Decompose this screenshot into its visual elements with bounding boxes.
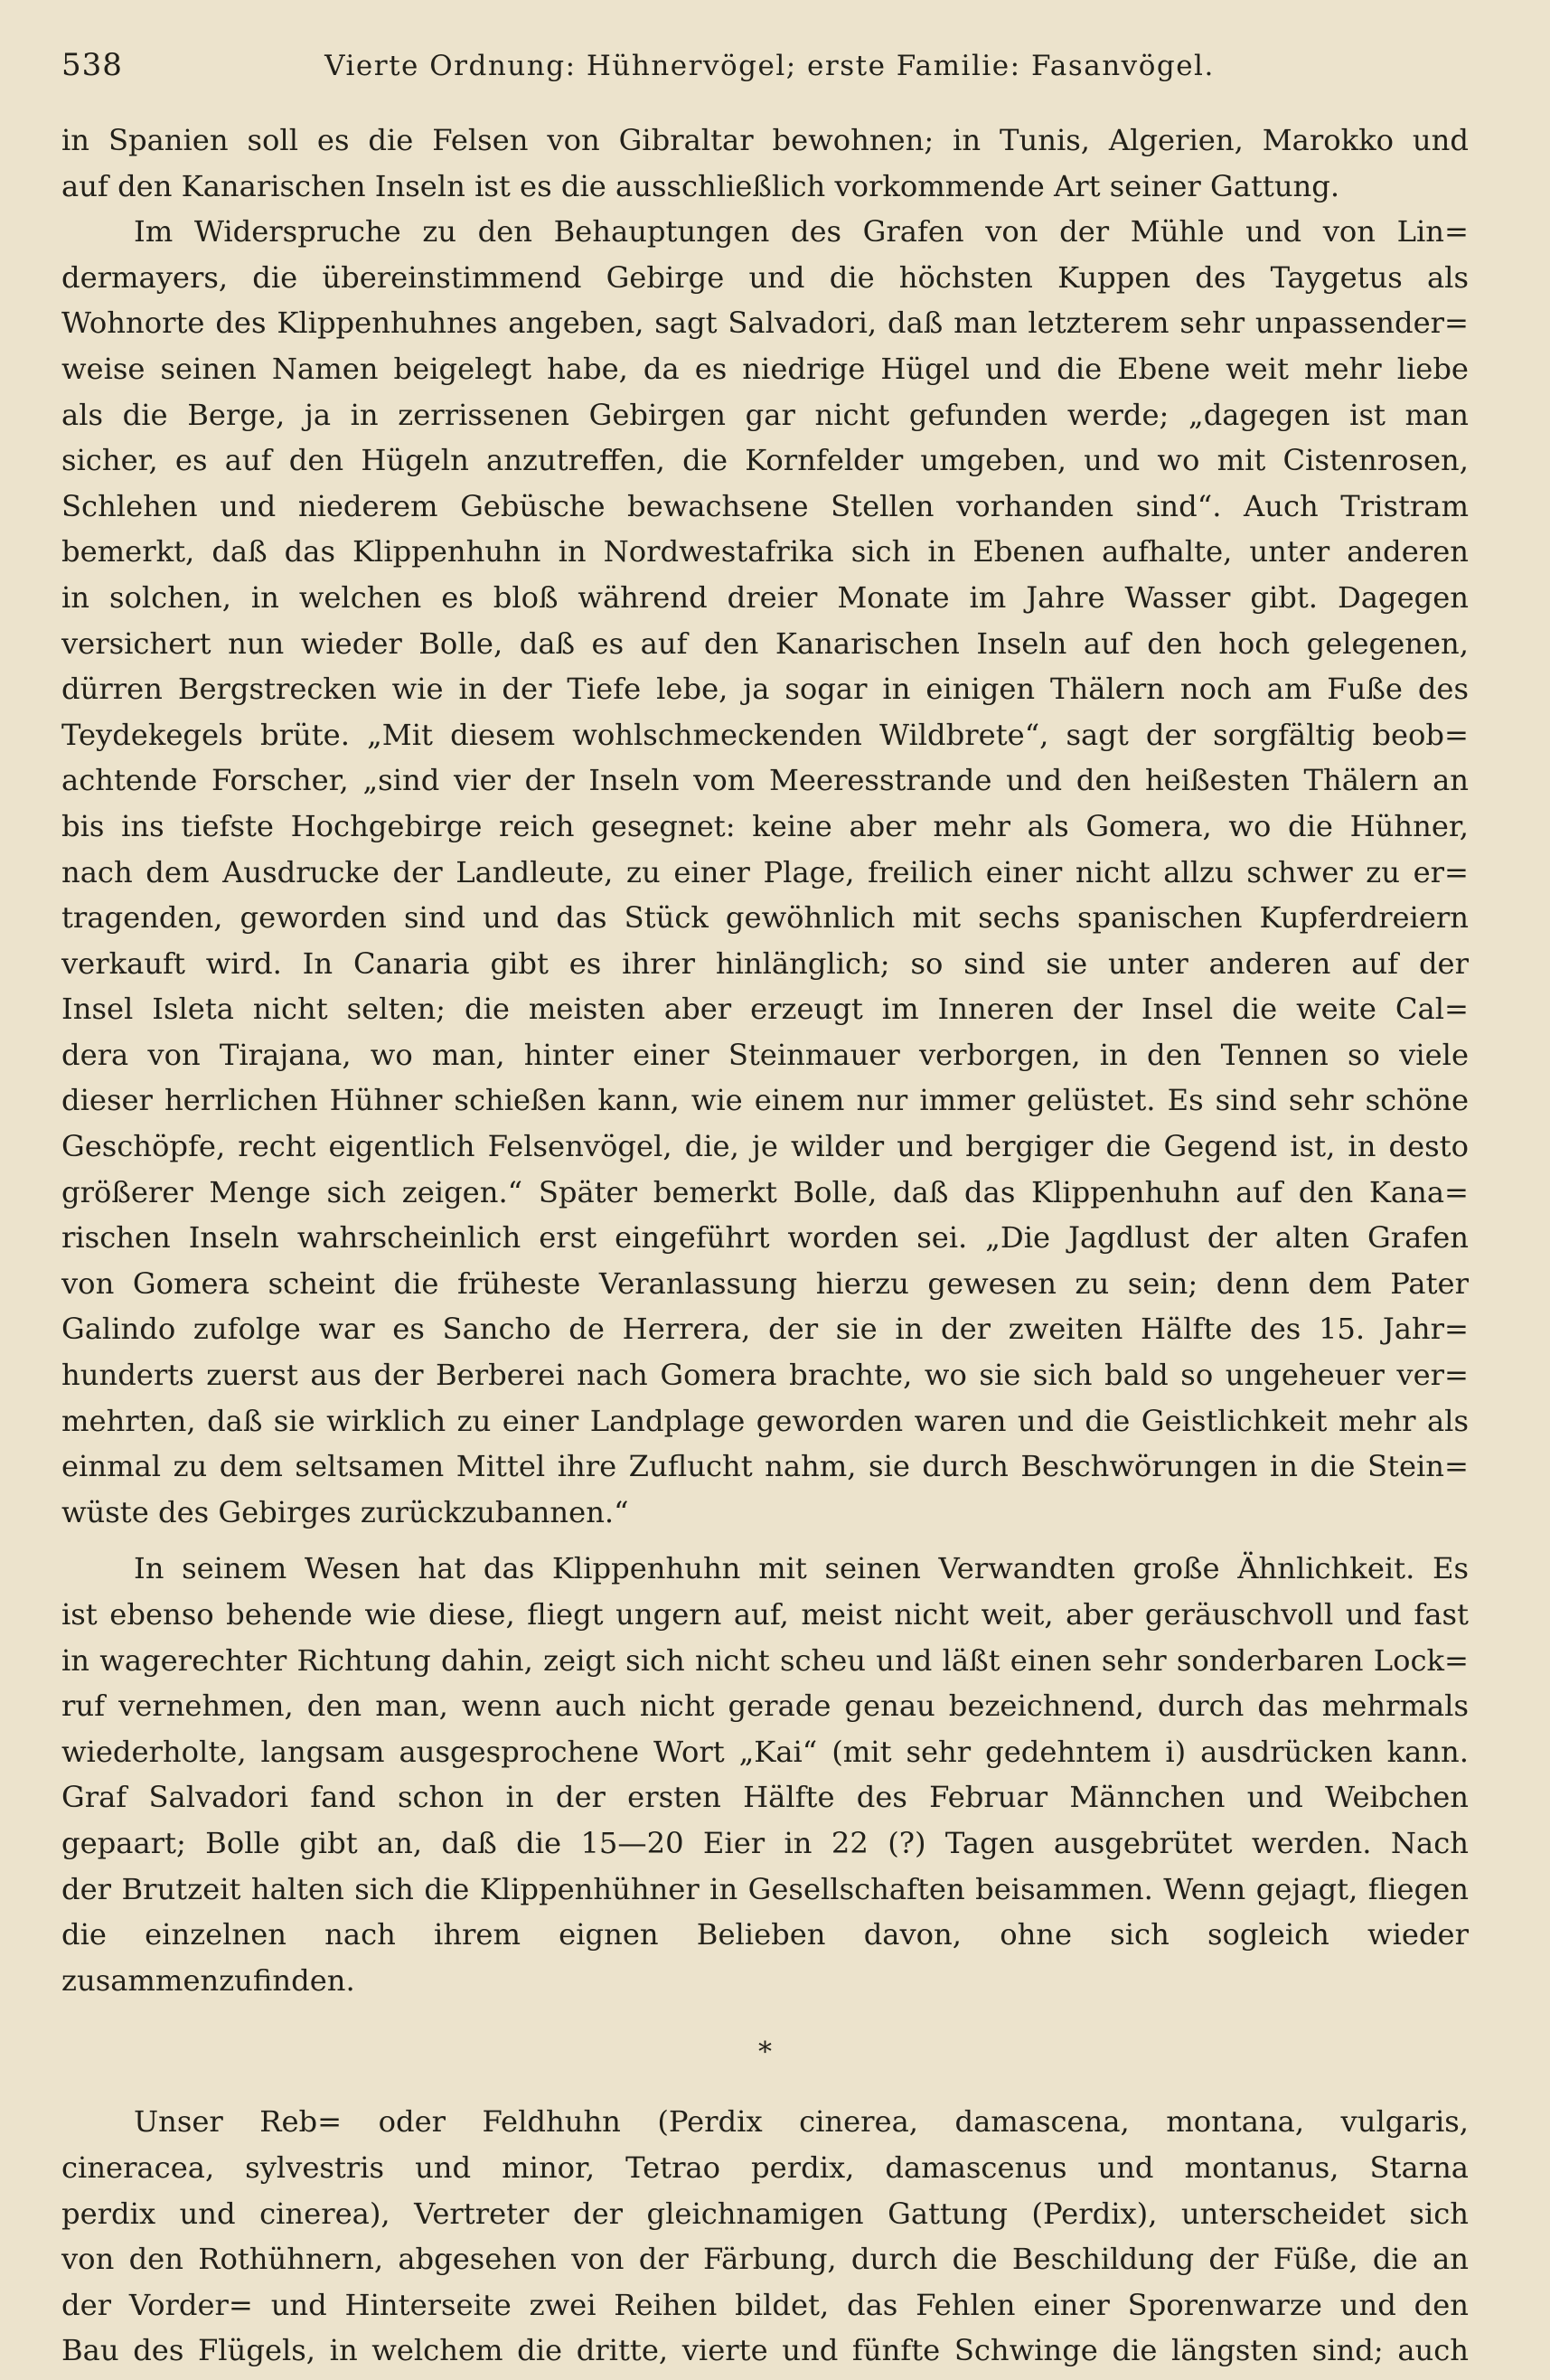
text-line: auf den Kanarischen Inseln ist es die ausschließlich vorkommende Art seiner Gattung. (61, 168, 1340, 203)
text-line: sicher, es auf den Hügeln anzutreffen, die Kornfelder umgeben, und wo mit Cistenrosen, (61, 443, 1469, 478)
text-line: dermayers, die übereinstimmend Gebirge und die höchsten Kuppen des Taygetus als (61, 259, 1469, 295)
text-line: In seinem Wesen hat das Klippenhuhn mit seinen Verwandten große Ähnlichkeit. Es (134, 1551, 1469, 1586)
text-line: ruf vernehmen, den man, wenn auch nicht gerade genau bezeichnend, durch das mehrmals (61, 1689, 1469, 1724)
text-line: Schlehen und niederem Gebüsche bewachsene Stellen vorhanden sind“. Auch Tristram (61, 488, 1469, 523)
text-line: dera von Tirajana, wo man, hinter einer Steinmauer verborgen, in den Tennen so viele (61, 1037, 1469, 1072)
body-text (61, 118, 1469, 2374)
paragraph-1 (61, 118, 1469, 209)
paragraph-3 (61, 1546, 1469, 2003)
text-line: der Vorder= und Hinterseite zwei Reihen bildet, das Fehlen einer Sporenwarze und den (61, 2287, 1469, 2322)
text-line: einmal zu dem seltsamen Mittel ihre Zuflucht nahm, sie durch Beschwörungen in die Stein= (61, 1449, 1469, 1484)
text-line: wüste des Gebirges zurückzubannen.“ (61, 1494, 629, 1529)
text-line: von Gomera scheint die früheste Veranlassung hierzu gewesen zu sein; denn dem Pater (61, 1265, 1469, 1301)
paragraph-2 (61, 209, 1469, 1535)
text-line: weise seinen Namen beigelegt habe, da es niedrige Hügel und die Ebene weit mehr liebe (61, 351, 1469, 386)
text-line: von den Rothühnern, abgesehen von der Färbung, durch die Beschildung der Füße, die an (61, 2242, 1469, 2277)
text-line: dieser herrlichen Hühner schießen kann, wie einem nur immer gelüstet. Es sind sehr schöne (61, 1083, 1469, 1118)
text-line: die einzelnen nach ihrem eignen Belieben davon, ohne sich sogleich wieder zusammenzufinden. (61, 1917, 1469, 1998)
text-line: achtende Forscher, „sind vier der Inseln vom Meeresstrande und den heißesten Thälern an (61, 763, 1469, 798)
text-line: Unser Reb= oder Feldhuhn (Perdix cinerea, damascena, montana, vulgaris, (134, 2104, 1469, 2140)
page-number: 538 (61, 47, 123, 83)
text-line: gepaart; Bolle gibt an, daß die 15—20 Eier in 22 (?) Tagen ausgebrütet werden. Nach (61, 1825, 1469, 1860)
text-line: Geschöpfe, recht eigentlich Felsenvögel, die, je wilder und bergiger die Gegend ist, in desto (61, 1129, 1469, 1164)
text-line: hunderts zuerst aus der Berberei nach Gomera brachte, wo sie sich bald so ungeheuer ver= (61, 1358, 1469, 1393)
text-line: in Spanien soll es die Felsen von Gibraltar bewohnen; in Tunis, Algerien, Marokko und (61, 123, 1469, 157)
text-line: in wagerechter Richtung dahin, zeigt sich nicht scheu und läßt einen sehr sonderbaren Lock= (61, 1642, 1469, 1678)
paragraph-4 (61, 2099, 1469, 2374)
text-line: bis ins tiefste Hochgebirge reich gesegnet: keine aber mehr als Gomera, wo die Hühner, (61, 808, 1469, 843)
text-line: rischen Inseln wahrscheinlich erst eingeführt worden sei. „Die Jagdlust der alten Grafen (61, 1220, 1469, 1256)
running-head-title: Vierte Ordnung: Hühnervögel; erste Familie: Fasanvögel. (324, 50, 1215, 82)
text-line: Teydekegels brüte. „Mit diesem wohlschmeckenden Wildbrete“, sagt der sorgfältig beob= (61, 717, 1469, 752)
text-line: cineracea, sylvestris und minor, Tetrao perdix, damascenus und montanus, Starna (61, 2150, 1469, 2185)
text-line: Galindo zufolge war es Sancho de Herrera, der sie in der zweiten Hälfte des 15. Jahr= (61, 1312, 1469, 1347)
text-line: in solchen, in welchen es bloß während dreier Monate im Jahre Wasser gibt. Dagegen (61, 579, 1469, 615)
text-line: verkauft wird. In Canaria gibt es ihrer hinlänglich; so sind sie unter anderen auf der (61, 945, 1469, 981)
text-line: Bau des Flügels, in welchem die dritte, vierte und fünfte Schwinge die längsten sind; auch (61, 2333, 1469, 2368)
text-line: bemerkt, daß das Klippenhuhn in Nordwestafrika sich in Ebenen aufhalte, unter anderen (61, 534, 1469, 569)
text-line: perdix und cinerea), Vertreter der gleichnamigen Gattung (Perdix), unterscheidet sich (61, 2196, 1469, 2231)
text-line: ist ebenso behende wie diese, fliegt ungern auf, meist nicht weit, aber geräuschvoll und fast (61, 1597, 1469, 1632)
running-head (61, 47, 1469, 83)
text-line: größerer Menge sich zeigen.“ Später bemerkt Bolle, daß das Klippenhuhn auf den Kana= (61, 1174, 1469, 1209)
text-line: versichert nun wieder Bolle, daß es auf den Kanarischen Inseln auf den hoch gelegenen, (61, 626, 1469, 661)
text-line: nach dem Ausdrucke der Landleute, zu einer Plage, freilich einer nicht allzu schwer zu er= (61, 854, 1469, 889)
section-separator-asterisk: * (758, 2037, 772, 2069)
text-line: tragenden, geworden sind und das Stück gewöhnlich mit sechs spanischen Kupferdreiern (61, 900, 1469, 936)
text-line: als die Berge, ja in zerrissenen Gebirgen gar nicht gefunden werde; „dagegen ist man (61, 397, 1469, 432)
text-line: Wohnorte des Klippenhuhnes angeben, sagt Salvadori, daß man letzterem sehr unpassender= (61, 306, 1469, 341)
text-line: Graf Salvadori fand schon in der ersten Hälfte des Februar Männchen und Weibchen (61, 1780, 1469, 1815)
text-line: mehrten, daß sie wirklich zu einer Landplage geworden waren und die Geistlichkeit mehr als (61, 1403, 1469, 1438)
text-line: wiederholte, langsam ausgesprochene Wort „Kai“ (mit sehr gedehntem i) ausdrücken kann. (61, 1734, 1469, 1769)
text-line: Insel Isleta nicht selten; die meisten aber erzeugt im Inneren der Insel die weite Cal= (61, 992, 1469, 1027)
text-line: dürren Bergstrecken wie in der Tiefe lebe, ja sogar in einigen Thälern noch am Fuße des (61, 672, 1469, 707)
text-line: der Brutzeit halten sich die Klippenhühner in Gesellschaften beisammen. Wenn gejagt, fliegen (61, 1871, 1469, 1906)
text-line: Im Widerspruche zu den Behauptungen des Grafen von der Mühle und von Lin= (134, 214, 1469, 249)
